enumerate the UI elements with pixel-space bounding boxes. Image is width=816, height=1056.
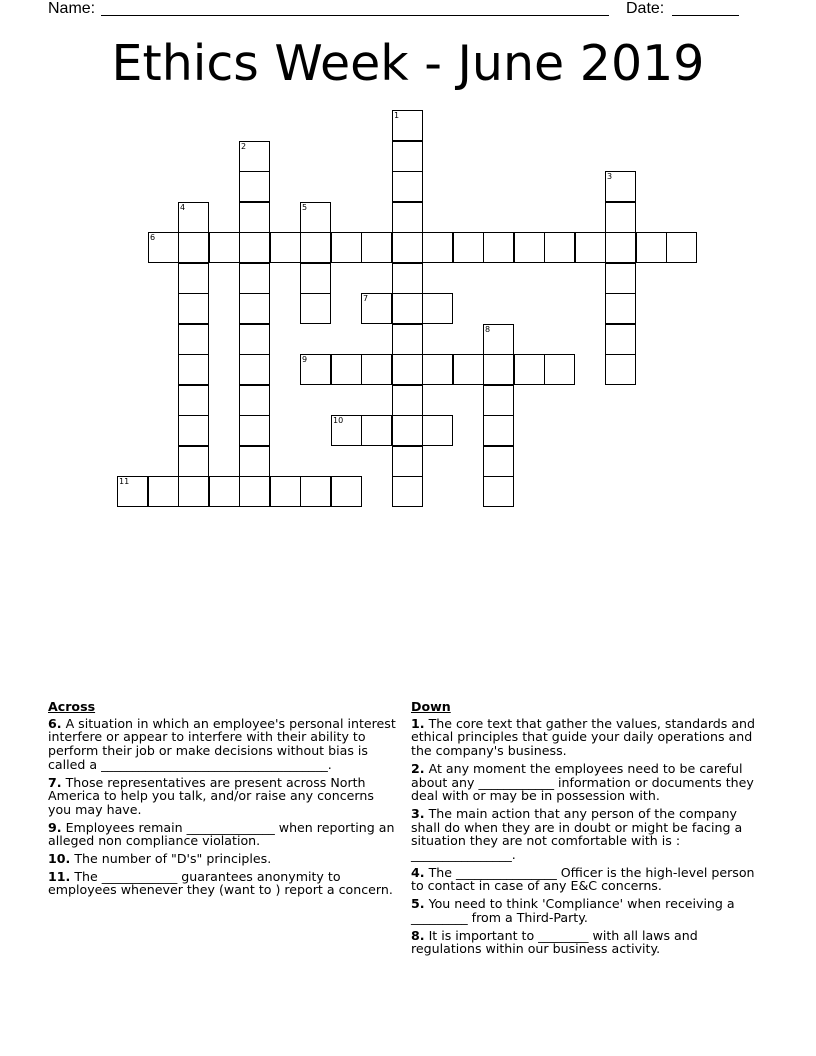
- grid-cell[interactable]: [666, 232, 697, 263]
- grid-cell[interactable]: [300, 293, 331, 324]
- grid-cell[interactable]: [361, 354, 392, 385]
- date-label: Date:: [626, 0, 665, 17]
- down-clue-3: [411, 807, 763, 862]
- grid-cell[interactable]: [392, 202, 423, 233]
- clue-number: 11.: [48, 868, 71, 884]
- across-clue-9: [48, 821, 400, 848]
- cell-number-5: 5: [302, 203, 308, 212]
- grid-cell[interactable]: [514, 232, 545, 263]
- grid-cell[interactable]: [239, 324, 270, 355]
- grid-cell[interactable]: [178, 354, 209, 385]
- grid-cell[interactable]: [605, 171, 636, 202]
- grid-cell[interactable]: [636, 232, 667, 263]
- across-clue-6: [48, 717, 400, 772]
- grid-cell[interactable]: [483, 354, 514, 385]
- clue-text: The number of "D's" principles.: [70, 851, 272, 867]
- grid-cell[interactable]: [361, 232, 392, 263]
- clue-text: The core text that gather the values, standards and ethical principles that guide your daily operations and the company's business.: [411, 715, 756, 759]
- clue-text: The ________________ Officer is the high-level person to contact in case of any E&C concerns.: [411, 864, 755, 894]
- grid-cell[interactable]: [270, 476, 301, 507]
- grid-cell[interactable]: [178, 293, 209, 324]
- down-clues: [411, 700, 763, 960]
- grid-cell[interactable]: [178, 385, 209, 416]
- grid-cell[interactable]: [148, 476, 179, 507]
- grid-cell[interactable]: [544, 354, 575, 385]
- cell-number-10: 10: [333, 416, 344, 425]
- across-clues: [48, 700, 400, 901]
- grid-cell[interactable]: [392, 324, 423, 355]
- cell-number-7: 7: [363, 294, 369, 303]
- grid-cell[interactable]: [239, 476, 270, 507]
- clue-text: The main action that any person of the company shall do when they are in doubt or might be facing a situation they are not comfortable with is : ________________.: [411, 805, 743, 863]
- grid-cell[interactable]: [392, 263, 423, 294]
- clue-number: 10.: [48, 851, 71, 867]
- grid-cell[interactable]: [605, 263, 636, 294]
- grid-cell[interactable]: [605, 354, 636, 385]
- clue-text: You need to think 'Compliance' when receiving a _________ from a Third-Party.: [411, 896, 735, 925]
- cell-number-4: 4: [180, 203, 186, 212]
- grid-cell[interactable]: [300, 476, 331, 507]
- grid-cell[interactable]: [392, 232, 423, 263]
- grid-cell[interactable]: [209, 476, 240, 507]
- grid-cell[interactable]: [392, 354, 423, 385]
- grid-cell[interactable]: [178, 446, 209, 477]
- cell-number-8: 8: [485, 325, 491, 334]
- grid-cell[interactable]: [239, 415, 270, 446]
- grid-cell[interactable]: [117, 476, 148, 507]
- across-clue-11: [48, 870, 400, 897]
- grid-cell[interactable]: [392, 110, 423, 141]
- grid-cell[interactable]: [544, 232, 575, 263]
- grid-cell[interactable]: [514, 354, 545, 385]
- clue-text: Those representatives are present across North America to help you talk, and/or raise any concerns you may have.: [48, 774, 374, 817]
- clue-text: The ____________ guarantees anonymity to employees whenever they (want to ) report a concern.: [48, 868, 393, 898]
- grid-cell[interactable]: [422, 415, 453, 446]
- down-clue-8: [411, 929, 763, 956]
- grid-cell[interactable]: [453, 232, 484, 263]
- cell-number-1: 1: [394, 111, 400, 120]
- clue-text: A situation in which an employee's personal interest interfere or appear to interfere with their ability to perform their job or make decisions without bias is called a ____________________________________.: [48, 715, 396, 772]
- grid-cell[interactable]: [239, 446, 270, 477]
- clue-number: 5.: [411, 896, 425, 912]
- grid-cell[interactable]: [483, 324, 514, 355]
- grid-cell[interactable]: [239, 385, 270, 416]
- grid-cell[interactable]: [422, 293, 453, 324]
- grid-cell[interactable]: [300, 202, 331, 233]
- clue-number: 8.: [411, 927, 425, 943]
- across-clue-7: [48, 776, 400, 817]
- grid-cell[interactable]: [422, 232, 453, 263]
- grid-cell[interactable]: [392, 171, 423, 202]
- grid-cell[interactable]: [331, 415, 362, 446]
- grid-cell[interactable]: [605, 232, 636, 263]
- grid-cell[interactable]: [392, 141, 423, 172]
- grid-cell[interactable]: [392, 385, 423, 416]
- clue-number: 2.: [411, 760, 425, 776]
- across-heading: Across: [48, 699, 96, 714]
- grid-cell[interactable]: [239, 293, 270, 324]
- grid-cell[interactable]: [300, 232, 331, 263]
- grid-cell[interactable]: [483, 476, 514, 507]
- grid-cell[interactable]: [392, 446, 423, 477]
- grid-cell[interactable]: [392, 476, 423, 507]
- grid-cell[interactable]: [239, 141, 270, 172]
- grid-cell[interactable]: [300, 263, 331, 294]
- down-clue-2: [411, 762, 763, 803]
- clue-number: 1.: [411, 715, 425, 731]
- grid-cell[interactable]: [178, 476, 209, 507]
- down-heading: Down: [411, 699, 451, 714]
- cell-number-11: 11: [119, 477, 130, 486]
- grid-cell[interactable]: [483, 232, 514, 263]
- grid-cell[interactable]: [453, 354, 484, 385]
- clue-number: 4.: [411, 864, 425, 880]
- grid-cell[interactable]: [239, 202, 270, 233]
- grid-cell[interactable]: [483, 385, 514, 416]
- cell-number-2: 2: [241, 142, 247, 151]
- clue-text: At any moment the employees need to be careful about any ____________ information or documents they deal with or may be in possession with.: [411, 760, 754, 804]
- grid-cell[interactable]: [575, 232, 606, 263]
- grid-cell[interactable]: [239, 354, 270, 385]
- cell-number-3: 3: [607, 172, 613, 181]
- grid-cell[interactable]: [178, 415, 209, 446]
- grid-cell[interactable]: [178, 232, 209, 263]
- down-clue-1: [411, 717, 763, 758]
- grid-cell[interactable]: [300, 354, 331, 385]
- clue-text: Employees remain ______________ when reporting an alleged non compliance violation.: [48, 819, 395, 849]
- grid-cell[interactable]: [178, 202, 209, 233]
- grid-cell[interactable]: [483, 415, 514, 446]
- grid-cell[interactable]: [361, 293, 392, 324]
- grid-cell[interactable]: [483, 446, 514, 477]
- name-label: Name:: [48, 0, 96, 17]
- grid-cell[interactable]: [239, 263, 270, 294]
- clue-number: 6.: [48, 715, 62, 731]
- grid-cell[interactable]: [605, 202, 636, 233]
- grid-cell[interactable]: [331, 354, 362, 385]
- grid-cell[interactable]: [605, 293, 636, 324]
- clue-number: 3.: [411, 805, 425, 821]
- grid-cell[interactable]: [209, 232, 240, 263]
- clue-number: 9.: [48, 819, 62, 835]
- grid-cell[interactable]: [361, 415, 392, 446]
- grid-cell[interactable]: [605, 324, 636, 355]
- grid-cell[interactable]: [178, 263, 209, 294]
- grid-cell[interactable]: [178, 324, 209, 355]
- page-title: Ethics Week - June 2019: [111, 35, 705, 92]
- across-clue-10: [48, 852, 400, 866]
- clue-number: 7.: [48, 774, 62, 790]
- grid-cell[interactable]: [239, 171, 270, 202]
- grid-cell[interactable]: [148, 232, 179, 263]
- grid-cell[interactable]: [392, 415, 423, 446]
- grid-cell[interactable]: [331, 232, 362, 263]
- grid-cell[interactable]: [422, 354, 453, 385]
- grid-cell[interactable]: [392, 293, 423, 324]
- cell-number-9: 9: [302, 355, 308, 364]
- down-clue-4: [411, 866, 763, 893]
- cell-number-6: 6: [150, 233, 156, 242]
- clue-text: It is important to ________ with all laws and regulations within our business activity.: [411, 927, 698, 957]
- grid-cell[interactable]: [331, 476, 362, 507]
- grid-cell[interactable]: [239, 232, 270, 263]
- down-clue-5: [411, 897, 763, 924]
- grid-cell[interactable]: [270, 232, 301, 263]
